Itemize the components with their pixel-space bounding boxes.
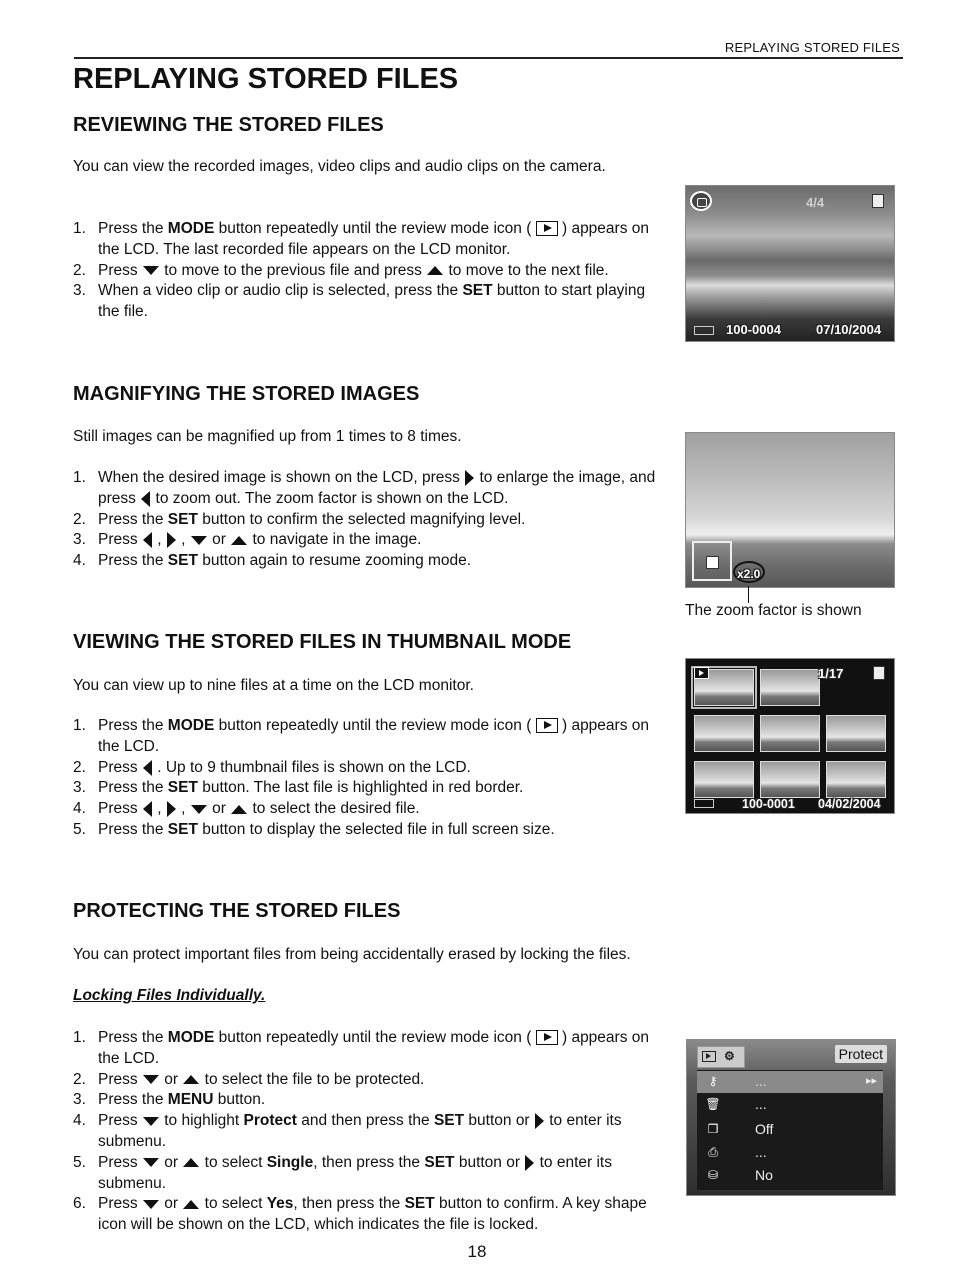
battery-icon: [694, 799, 714, 808]
thumbnail: [826, 761, 886, 798]
menu-row-slideshow[interactable]: ❐ Off: [697, 1119, 883, 1141]
thumbnail: [760, 669, 820, 706]
list-item: 1. Press the MODE button repeatedly until the review mode icon ( ) appears on the LCD. The last recorded file appears on the LCD monitor.: [73, 220, 650, 258]
down-arrow-icon: [191, 536, 207, 545]
up-arrow-icon: [183, 1200, 199, 1209]
thumbnail-screen-image: [685, 658, 895, 814]
section-heading-protecting: PROTECTING THE STORED FILES: [73, 900, 401, 922]
down-arrow-icon: [143, 1117, 159, 1126]
list-item: 1. When the desired image is shown on the LCD, press to enlarge the image, and press to zoom out. The zoom factor is shown on the LCD.: [73, 469, 656, 507]
down-arrow-icon: [143, 1158, 159, 1167]
review-screen-image: [685, 185, 895, 342]
menu-row-print[interactable]: ⎙ ...: [697, 1142, 883, 1164]
section-heading-reviewing: REVIEWING THE STORED FILES: [73, 114, 384, 136]
list-item: 4. Press the SET button again to resume zooming mode.: [73, 552, 472, 570]
up-arrow-icon: [427, 266, 443, 275]
page-number: 18: [467, 1242, 487, 1261]
zoom-caption: The zoom factor is shown: [685, 602, 862, 619]
up-arrow-icon: [183, 1158, 199, 1167]
right-arrow-icon: [535, 1113, 544, 1129]
list-item: 3. Press the SET button. The last file is highlighted in red border.: [73, 779, 524, 797]
list-item: 1. Press the MODE button repeatedly until the review mode icon ( ) appears on the LCD.: [73, 717, 650, 755]
menu-tab-bar: [697, 1046, 745, 1068]
list-item: 2. Press the SET button to confirm the selected magnifying level.: [73, 510, 526, 528]
list-item: 4. Press to highlight Protect and then press the SET button or to enter its submenu.: [73, 1112, 622, 1150]
list-item: 1. Press the MODE button repeatedly until the review mode icon ( ) appears on the LCD.: [73, 1029, 650, 1067]
thumbnail-grid: [694, 669, 886, 798]
thumbnail-intro: You can view up to nine files at a time on the LCD monitor.: [73, 677, 474, 694]
memory-card-icon: [873, 666, 885, 680]
running-header: REPLAYING STORED FILES: [724, 40, 900, 55]
zoom-factor: x2.0: [737, 567, 761, 581]
file-counter: 4/4: [806, 195, 825, 210]
left-arrow-icon: [141, 491, 150, 507]
right-arrow-icon: [167, 532, 176, 548]
list-item: 2. Press to move to the previous file and press to move to the next file.: [73, 261, 609, 279]
up-arrow-icon: [231, 536, 247, 545]
thumbnail: [694, 761, 754, 798]
menu-title: Protect: [835, 1045, 887, 1063]
list-item: 2. Press . Up to 9 thumbnail files is shown on the LCD.: [73, 758, 471, 776]
right-arrow-icon: [525, 1155, 534, 1171]
list-item: 5. Press the SET button to display the selected file in full screen size.: [73, 820, 555, 838]
review-mode-icon: [536, 718, 558, 733]
header-rule: [74, 57, 903, 59]
review-mode-icon: [536, 221, 558, 236]
print-order-icon: ⎙: [708, 1145, 718, 1159]
list-item: 3. Press the MENU button.: [73, 1091, 266, 1109]
camera-icon: [690, 191, 712, 211]
slideshow-icon: ❐: [707, 1122, 719, 1136]
section-heading-magnifying: MAGNIFYING THE STORED IMAGES: [73, 383, 420, 405]
zoom-navigator-box: [692, 541, 732, 581]
memory-card-icon: [872, 194, 884, 208]
right-arrow-icon: [465, 470, 474, 486]
list-item: 3. Press , , or to navigate in the image.: [73, 531, 422, 549]
callout-line: [748, 586, 749, 603]
submenu-arrow-icon: ▸▸: [865, 1075, 877, 1087]
menu-row-delete[interactable]: 🗑 ...: [705, 1096, 767, 1112]
up-arrow-icon: [183, 1075, 199, 1084]
trash-icon: 🗑: [705, 1097, 721, 1111]
battery-icon: [694, 326, 714, 335]
magnifying-steps: [73, 468, 663, 572]
review-mode-icon: [694, 667, 709, 679]
left-arrow-icon: [143, 760, 152, 776]
playback-tab-icon: [702, 1051, 716, 1062]
list-item: 2. Press or to select the file to be protected.: [73, 1070, 425, 1088]
reviewing-steps: [73, 219, 663, 323]
protecting-intro: You can protect important files from being accidentally erased by locking the files.: [73, 946, 631, 963]
left-arrow-icon: [143, 532, 152, 548]
menu-row-copy[interactable]: ⛁ No: [697, 1165, 883, 1187]
protect-menu-screen: [686, 1039, 896, 1196]
file-number: 100-0004: [726, 322, 781, 337]
left-arrow-icon: [143, 801, 152, 817]
file-date: 04/02/2004: [818, 797, 881, 811]
down-arrow-icon: [143, 1075, 159, 1084]
key-icon: ⚷: [708, 1074, 718, 1088]
protecting-subheading: Locking Files Individually.: [73, 987, 266, 1004]
section-heading-thumbnail: VIEWING THE STORED FILES IN THUMBNAIL MODE: [73, 631, 572, 653]
up-arrow-icon: [231, 805, 247, 814]
list-item: 6. Press or to select Yes, then press the SET button to confirm. A key shape icon will be shown on the LCD, which indicates the file is locked.: [73, 1195, 647, 1234]
list-item: 4. Press , , or to select the desired file.: [73, 800, 420, 818]
file-number: 100-0001: [742, 797, 795, 811]
thumbnail: [760, 761, 820, 798]
right-arrow-icon: [167, 801, 176, 817]
reviewing-intro: You can view the recorded images, video clips and audio clips on the camera.: [73, 158, 606, 175]
review-mode-icon: [536, 1030, 558, 1045]
thumbnail: [826, 715, 886, 752]
down-arrow-icon: [191, 805, 207, 814]
list-item: 3. When a video clip or audio clip is selected, press the SET button to start playing the file.: [73, 282, 646, 321]
file-date: 07/10/2004: [816, 322, 882, 337]
copy-to-card-icon: ⛁: [707, 1168, 719, 1182]
list-item: 5. Press or to select Single, then press the SET button or to enter its submenu.: [73, 1153, 612, 1192]
menu-row-protect[interactable]: ⚷ ... ▸▸: [697, 1071, 883, 1093]
protecting-steps: [73, 1028, 663, 1236]
magnifying-intro: Still images can be magnified up from 1 times to 8 times.: [73, 428, 462, 445]
down-arrow-icon: [143, 1200, 159, 1209]
thumbnail: [694, 715, 754, 752]
down-arrow-icon: [143, 266, 159, 275]
thumbnail-counter: 1/17: [818, 666, 844, 681]
setup-tab-icon: ⚙: [724, 1049, 735, 1063]
zoom-screen-image: [685, 432, 895, 588]
page-title: REPLAYING STORED FILES: [73, 63, 459, 95]
thumbnail: [760, 715, 820, 752]
thumbnail-steps: [73, 716, 663, 841]
